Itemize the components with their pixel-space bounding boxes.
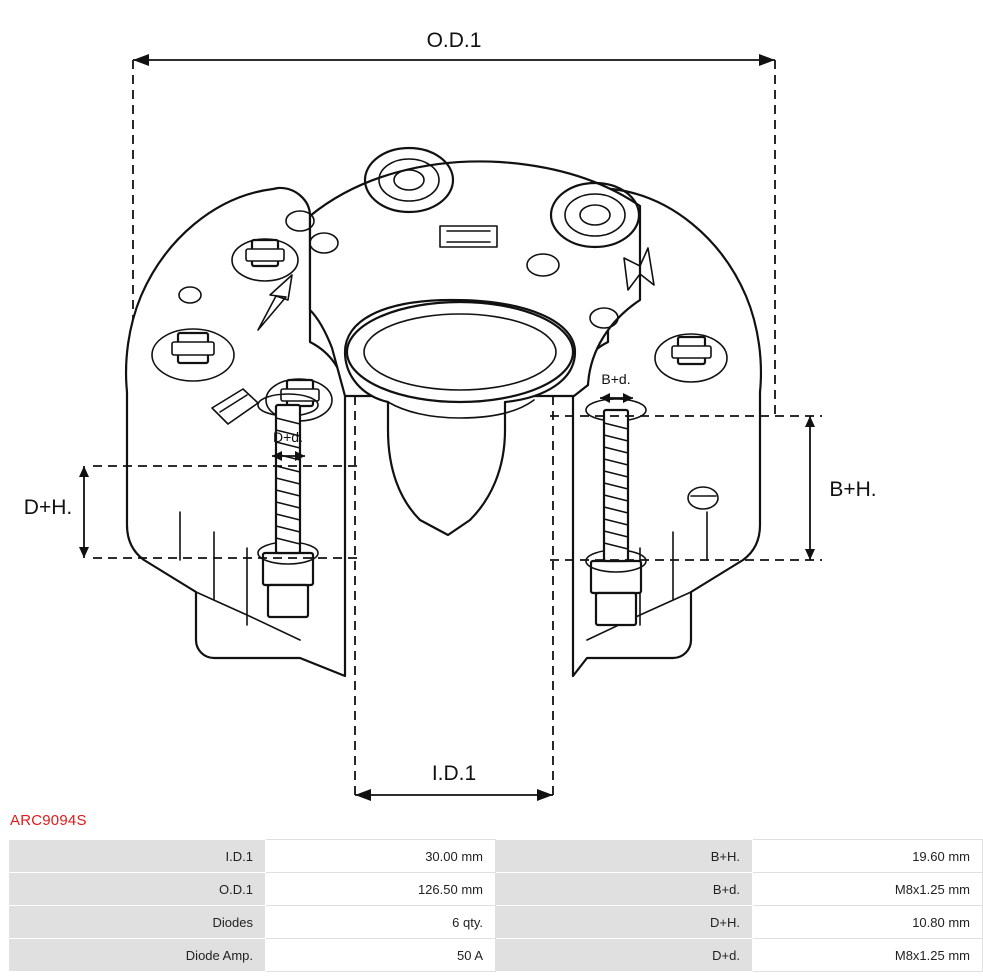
table-row xyxy=(9,906,983,939)
table-row xyxy=(9,939,983,972)
dimension-label-od1: O.D.1 xyxy=(426,29,482,52)
part-number: ARC9094S xyxy=(10,812,87,829)
dimension-label-id1: I.D.1 xyxy=(431,762,477,785)
spec-value-dd: M8x1.25 mm xyxy=(753,939,983,972)
spec-value-bh: 19.60 mm xyxy=(753,840,983,873)
spec-value-od1: 126.50 mm xyxy=(266,873,496,906)
spec-label-od1: O.D.1 xyxy=(9,873,266,906)
spec-label-diodes: Diodes xyxy=(9,906,266,939)
dimension-label-d-plus-h: D+H. xyxy=(23,496,73,519)
dimension-label-d-plus-d: D+d. xyxy=(273,429,303,445)
specification-table xyxy=(8,839,983,972)
spec-label-dd: D+d. xyxy=(496,939,753,972)
dimension-label-b-plus-d: B+d. xyxy=(601,371,631,387)
dimension-label-b-plus-h: B+H. xyxy=(829,478,877,501)
spec-value-diodes: 6 qty. xyxy=(266,906,496,939)
spec-label-bh: B+H. xyxy=(496,840,753,873)
spec-value-id1: 30.00 mm xyxy=(266,840,496,873)
table-row xyxy=(9,873,983,906)
spec-value-bd: M8x1.25 mm xyxy=(753,873,983,906)
table-row xyxy=(9,840,983,873)
spec-label-bd: B+d. xyxy=(496,873,753,906)
spec-label-id1: I.D.1 xyxy=(9,840,266,873)
spec-value-dh: 10.80 mm xyxy=(753,906,983,939)
spec-label-diode-amp: Diode Amp. xyxy=(9,939,266,972)
rectifier-body xyxy=(126,148,761,676)
spec-label-dh: D+H. xyxy=(496,906,753,939)
spec-value-diode-amp: 50 A xyxy=(266,939,496,972)
